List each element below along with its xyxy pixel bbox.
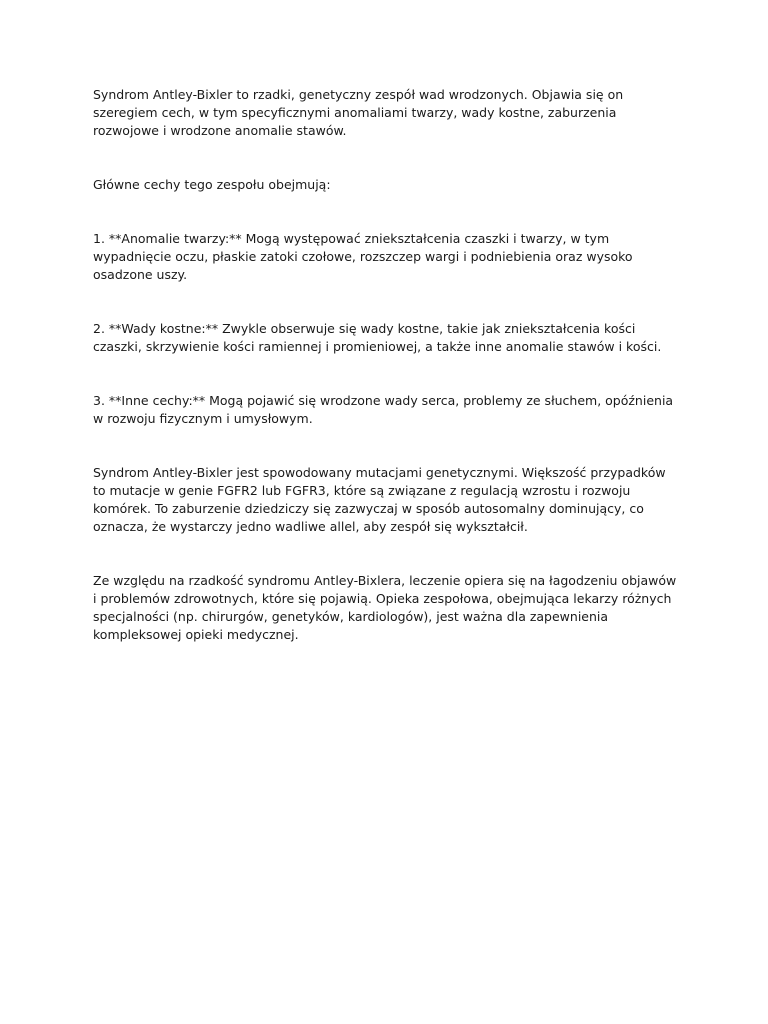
paragraph-treatment: Ze względu na rzadkość syndromu Antley-Bixlera, leczenie opiera się na łagodzeniu objawów i problemów zdrowotnych, które się pojawią. Opieka zespołowa, obejmująca lekarzy różnych specjalności (np. chirurgów, genetyków, kardiologów), jest ważna dla zapewnienia kompleksowej opieki medycznej. bbox=[93, 573, 677, 642]
document-body bbox=[93, 86, 678, 644]
paragraph-genetic-cause: Syndrom Antley-Bixler jest spowodowany mutacjami genetycznymi. Większość przypadków to mutacje w genie FGFR2 lub FGFR3, które są związane z regulacją wzrostu i rozwoju komórek. To zaburzenie dziedziczy się zazwyczaj w sposób autosomalny dominujący, co oznacza, że wystarczy jedno wadliwe allel, aby zespół się wykształcił. bbox=[93, 465, 666, 534]
list-item-other-features: 3. **Inne cechy:** Mogą pojawić się wrodzone wady serca, problemy ze słuchem, opóźnienia w rozwoju fizycznym i umysłowym. bbox=[93, 393, 674, 426]
paragraph-main-features-lead: Główne cechy tego zespołu obejmują: bbox=[93, 177, 331, 192]
list-item-facial-anomalies: 1. **Anomalie twarzy:** Mogą występować zniekształcenia czaszki i twarzy, w tym wypadnięcie oczu, płaskie zatoki czołowe, rozszczep wargi i podniebienia oraz wysoko osadzone uszy. bbox=[93, 231, 633, 282]
paragraph-intro: Syndrom Antley-Bixler to rzadki, genetyczny zespół wad wrodzonych. Objawia się on szeregiem cech, w tym specyficznymi anomaliami twarzy, wady kostne, zaburzenia rozwojowe i wrodzone anomalie stawów. bbox=[93, 87, 624, 138]
list-item-bone-defects: 2. **Wady kostne:** Zwykle obserwuje się wady kostne, takie jak zniekształcenia kości czaszki, skrzywienie kości ramiennej i promieniowej, a także inne anomalie stawów i kości. bbox=[93, 321, 662, 354]
